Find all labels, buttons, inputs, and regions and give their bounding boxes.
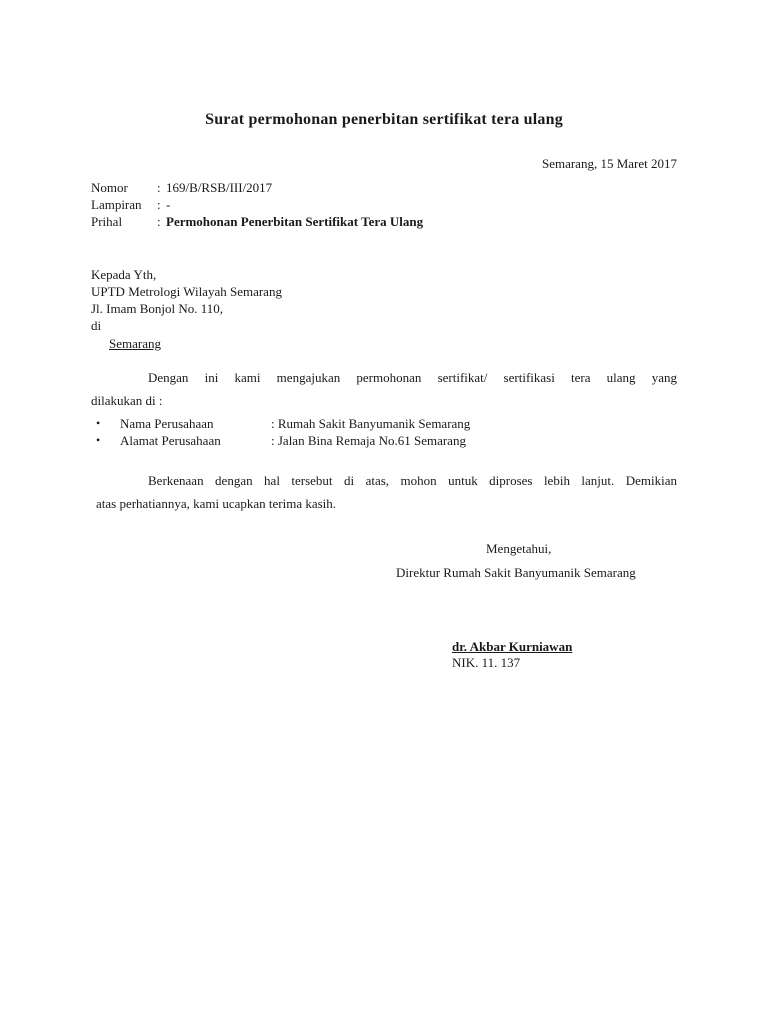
letter-title: Surat permohonan penerbitan sertifikat tera ulang — [205, 111, 563, 128]
paragraph-1-line-1: Dengan ini kami mengajukan permohonan sertifikat/ sertifikasi tera ulang yang — [148, 370, 677, 385]
meta-value-nomor: 169/B/RSB/III/2017 — [166, 180, 273, 195]
meta-label-nomor: Nomor — [91, 180, 128, 195]
meta-value-prihal: Permohonan Penerbitan Sertifikat Tera Ulang — [166, 214, 424, 229]
paragraph-2-line-2: atas perhatiannya, kami ucapkan terima kasih. — [96, 496, 337, 511]
meta-colon: : — [157, 180, 161, 195]
signature-position: Direktur Rumah Sakit Banyumanik Semarang — [396, 565, 636, 580]
meta-colon: : — [157, 197, 161, 212]
meta-label-lampiran: Lampiran — [91, 197, 142, 212]
bullet-icon: • — [96, 433, 101, 447]
bullet-label-alamat: Alamat Perusahaan — [120, 433, 221, 448]
recipient-di: di — [91, 318, 102, 333]
meta-value-lampiran: - — [166, 197, 171, 212]
bullet-value-nama: : Rumah Sakit Banyumanik Semarang — [271, 416, 471, 431]
paragraph-2-line-1: Berkenaan dengan hal tersebut di atas, mohon untuk diproses lebih lanjut. Demikian — [148, 473, 677, 488]
paragraph-1-line-2: dilakukan di : — [91, 393, 163, 408]
recipient-city: Semarang — [109, 336, 161, 351]
signature-acknowledged: Mengetahui, — [486, 541, 552, 556]
signature-nik: NIK. 11. 137 — [452, 655, 521, 670]
recipient-greeting: Kepada Yth, — [91, 267, 157, 282]
bullet-icon: • — [96, 416, 101, 430]
date-line: Semarang, 15 Maret 2017 — [541, 156, 677, 171]
signature-name: dr. Akbar Kurniawan — [452, 639, 573, 654]
meta-colon: : — [157, 214, 161, 229]
bullet-label-nama: Nama Perusahaan — [120, 416, 214, 431]
bullet-value-alamat: : Jalan Bina Remaja No.61 Semarang — [271, 433, 466, 448]
recipient-name: UPTD Metrologi Wilayah Semarang — [91, 284, 282, 299]
meta-label-prihal: Prihal — [91, 214, 123, 229]
recipient-address: Jl. Imam Bonjol No. 110, — [91, 301, 224, 316]
